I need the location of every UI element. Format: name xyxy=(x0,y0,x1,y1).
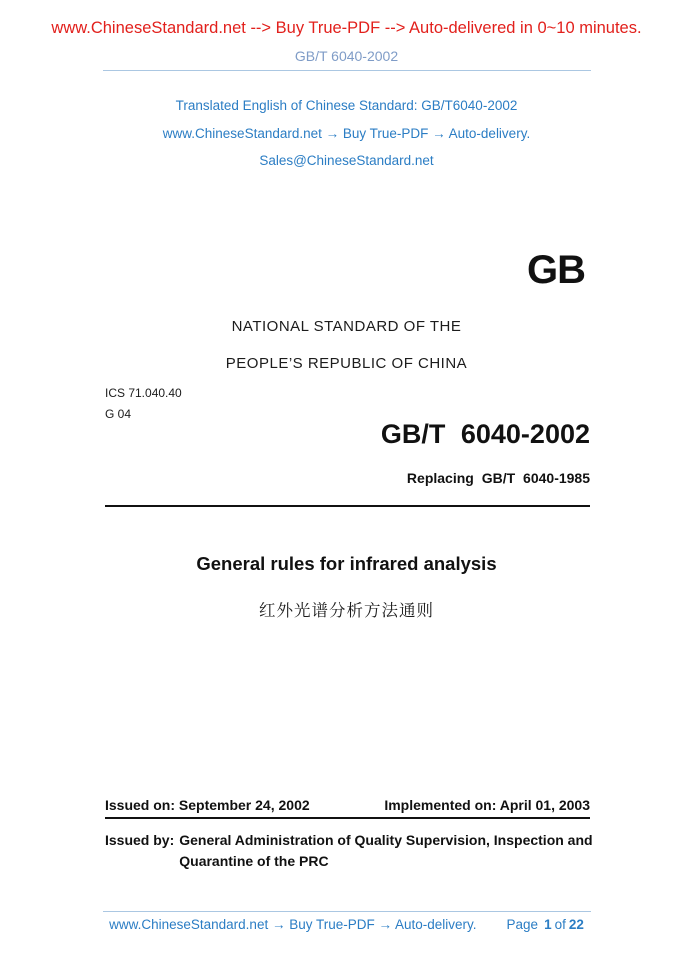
top-banner-link[interactable]: www.ChineseStandard.net --> Buy True-PDF --> Auto-delivered in 0~10 minutes. xyxy=(51,19,642,37)
running-header-doc-code: GB/T 6040-2002 xyxy=(294,48,399,64)
website-link-suffix: → Buy True-PDF → Auto-delivery. xyxy=(321,126,531,141)
sales-email-link[interactable]: Sales@ChineseStandard.net xyxy=(259,153,434,168)
page-total: 22 xyxy=(568,917,584,932)
page-of-label: of xyxy=(554,917,566,932)
page-number: 1 xyxy=(544,917,552,932)
issued-by-value xyxy=(179,830,592,872)
footer xyxy=(0,917,693,932)
issuance-dates-row xyxy=(105,797,590,813)
website-link[interactable]: www.ChineseStandard.net xyxy=(162,126,322,141)
title-chinese: 红外光谱分析方法通则 xyxy=(259,601,434,620)
issuance-divider xyxy=(105,817,590,819)
gb-logo: GB xyxy=(527,248,585,292)
header-divider xyxy=(103,70,591,71)
issued-on-date: Issued on: September 24, 2002 xyxy=(105,797,310,813)
footer-link-suffix: → Buy True-PDF → Auto-delivery. xyxy=(268,917,477,932)
issued-by-line2: Quarantine of the PRC xyxy=(179,853,329,869)
translated-note: Translated English of Chinese Standard: GB/T6040-2002 xyxy=(175,98,518,113)
replacing-note: Replacing GB/T 6040-1985 xyxy=(406,470,590,486)
issued-by-label: Issued by: xyxy=(105,832,175,848)
page-indicator xyxy=(507,917,584,932)
national-standard-line1: NATIONAL STANDARD OF THE xyxy=(231,318,462,335)
title-english: General rules for infrared analysis xyxy=(196,553,497,574)
email-line xyxy=(0,153,693,168)
ics-code: ICS 71.040.40 xyxy=(105,386,182,400)
page-label: Page xyxy=(506,917,539,932)
footer-website-link[interactable]: www.ChineseStandard.net xyxy=(109,917,269,932)
standard-number-divider xyxy=(105,505,590,507)
footer-divider xyxy=(103,911,591,912)
national-standard-line2: PEOPLE’S REPUBLIC OF CHINA xyxy=(225,355,468,372)
issued-by-line1: General Administration of Quality Supervision, Inspection and xyxy=(179,832,593,848)
group-code: G 04 xyxy=(105,407,132,421)
standard-number: GB/T 6040-2002 xyxy=(380,419,590,449)
website-line xyxy=(0,126,693,141)
issued-by-block xyxy=(105,830,597,872)
implemented-on-date: Implemented on: April 01, 2003 xyxy=(384,797,590,813)
